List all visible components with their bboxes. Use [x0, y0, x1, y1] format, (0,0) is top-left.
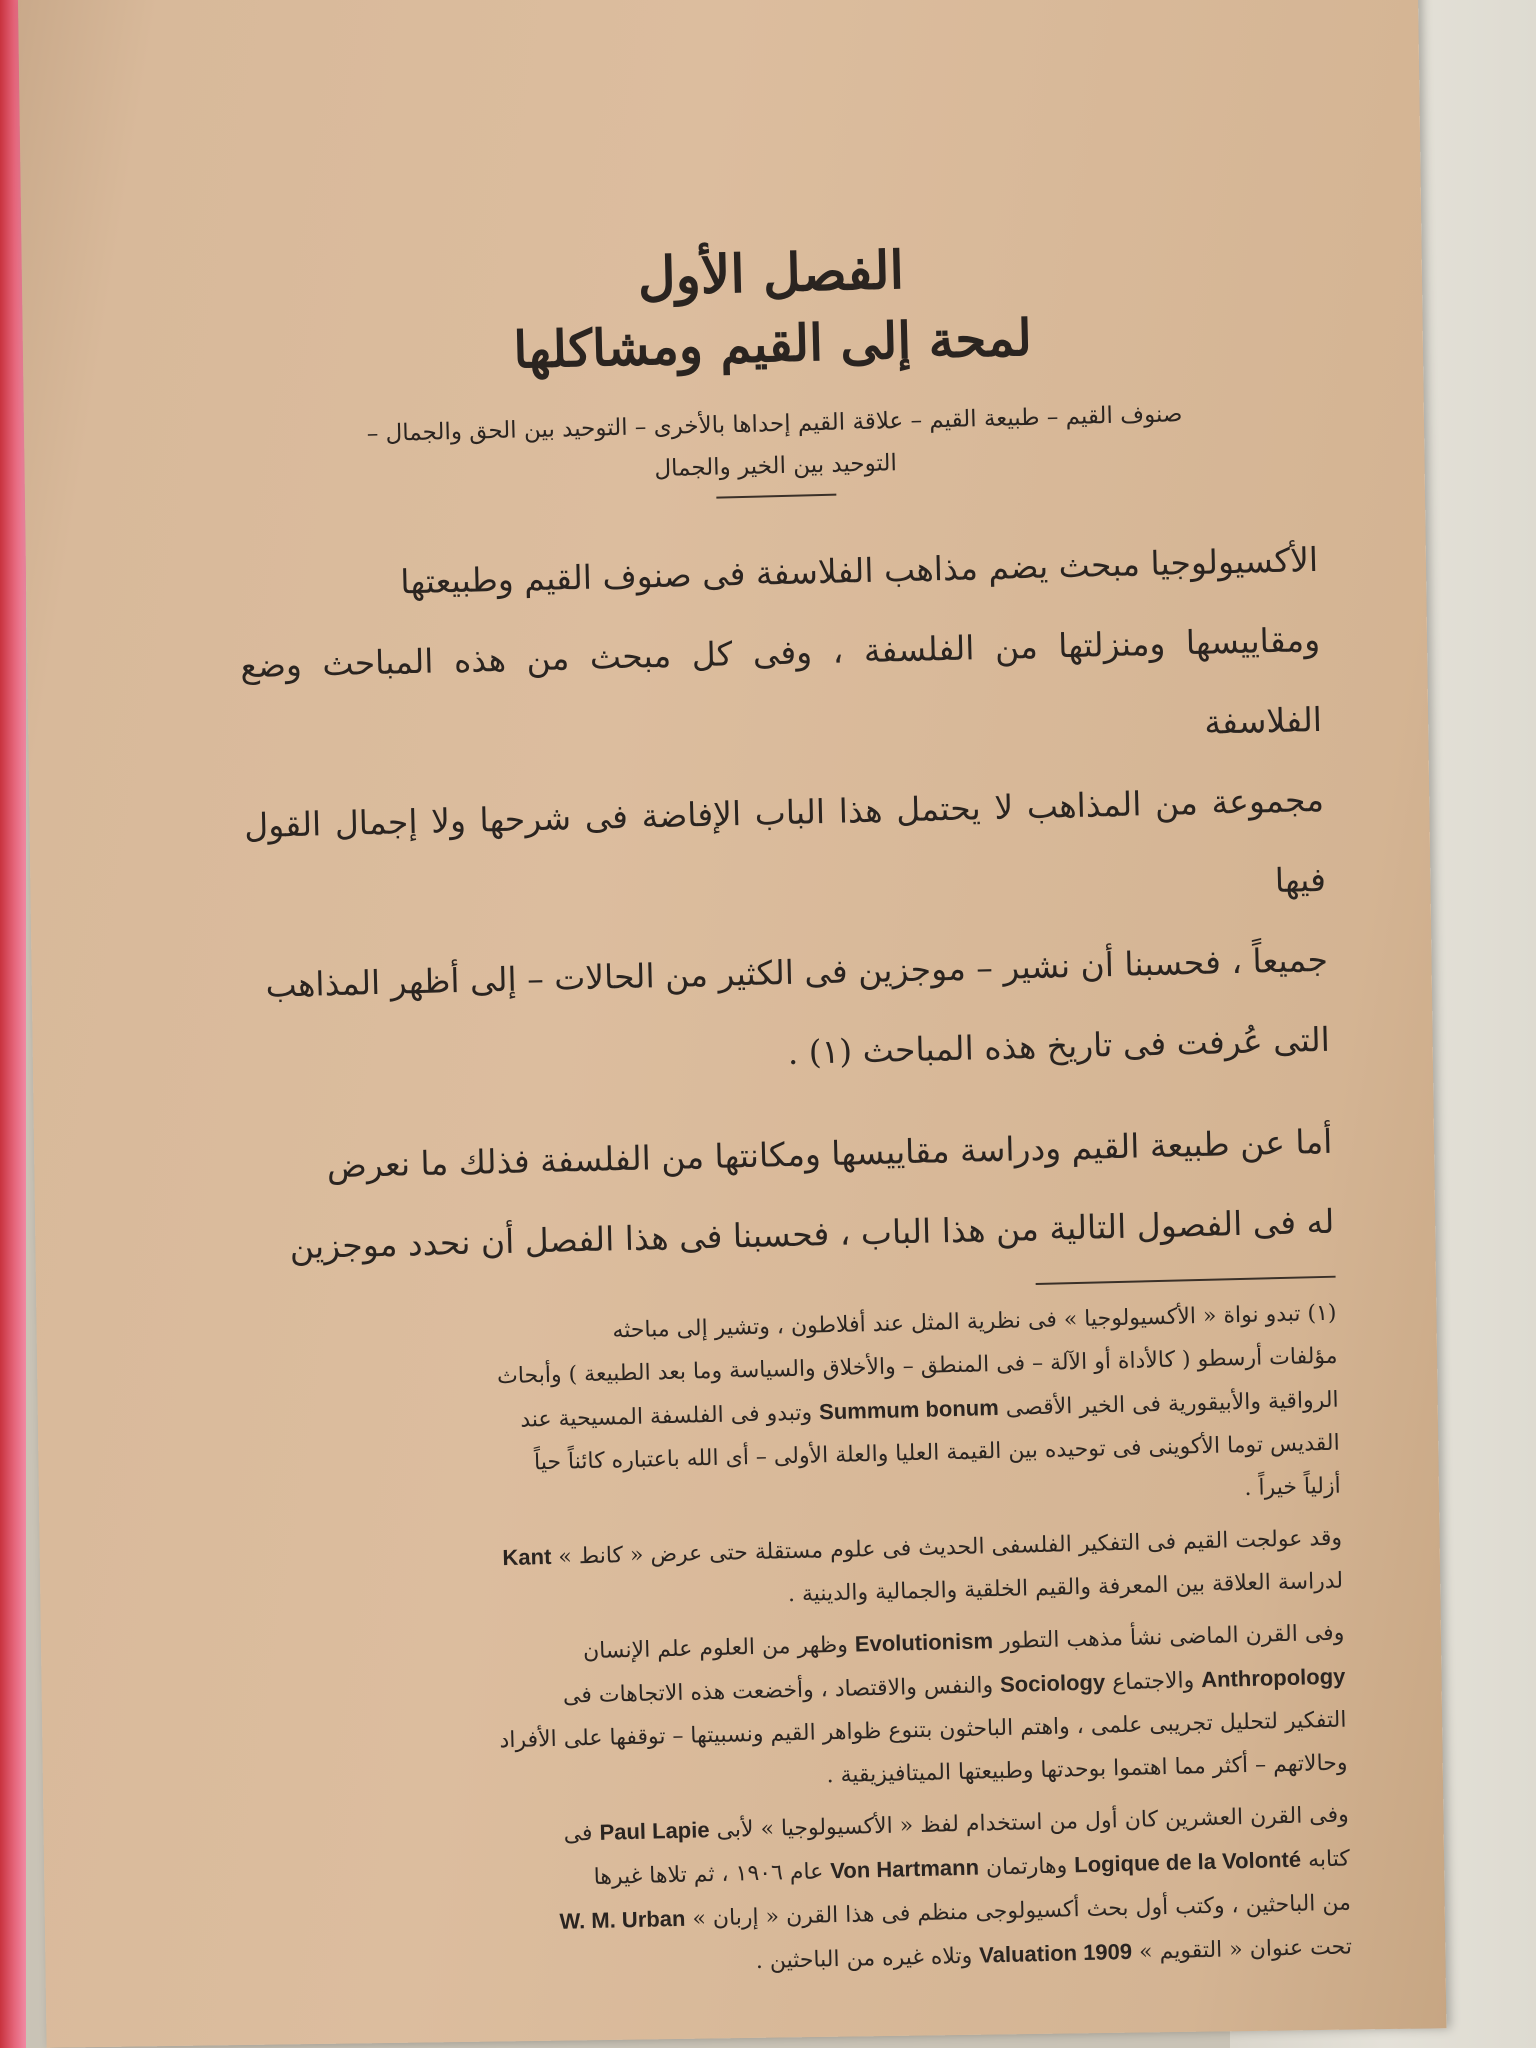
page-text	[230, 230, 1352, 2003]
latin-term: Valuation 1909	[978, 1938, 1133, 1968]
text-line: مجموعة من المذاهب لا يحتمل هذا الباب الإفاضة فى شرحها ولا إجمال القول فيها	[243, 779, 1327, 901]
latin-term: Von Hartmann	[829, 1854, 980, 1884]
footnote-line: لدراسة العلاقة بين المعرفة والقيم الخلقية والجمالية والدينية .	[787, 1568, 1344, 1608]
latin-term: Kant	[502, 1543, 552, 1571]
latin-term: Evolutionism	[854, 1628, 994, 1657]
paragraph-2	[252, 1102, 1336, 1288]
chapter-title: الفصل الأول	[637, 239, 905, 308]
text-line: التى عُرفت فى تاريخ هذه المباحث (١) .	[787, 1019, 1331, 1073]
text-line: له فى الفصول التالية من هذا الباب ، فحسبنا فى هذا الفصل أن نحدد موجزين	[289, 1201, 1335, 1267]
text-line: جميعاً ، فحسبنا أن نشير – موجزين فى الكثير من الحالات – إلى أظهر المذاهب	[265, 939, 1329, 1005]
footnote-text: وهارتمان	[985, 1853, 1068, 1881]
footnote-text: من الباحثين ، وكتب أول بحث أكسيولوجى منظم فى هذا القرن « إربان »	[692, 1890, 1352, 1932]
footnote-text: وتبدو فى الفلسفة المسيحية عند	[520, 1400, 813, 1433]
latin-term: Summum bonum	[818, 1394, 1000, 1425]
footnote-divider	[1036, 1276, 1336, 1285]
footnote-3	[264, 1611, 1348, 1811]
footnote-text: وفى القرن الماضى نشأ مذهب التطور	[999, 1620, 1345, 1654]
latin-term: Anthropology	[1200, 1663, 1346, 1693]
footnote-text: وقد عولجت القيم فى التفكير الفلسفى الحديث فى علوم مستقلة حتى عرض « كانط »	[558, 1525, 1343, 1570]
paragraph-1	[237, 520, 1330, 1106]
chapter-subtitle: لمحة إلى القيم ومشاكلها	[512, 307, 1033, 380]
footnote-text: تحت عنوان « التقويم »	[1138, 1934, 1353, 1965]
latin-term: Logique de la Volonté	[1073, 1846, 1302, 1878]
footnote-line: مؤلفات أرسطو ( كالأداة أو الآلة – فى المنطق – والأخلاق والسياسة وما بعد الطبيعة ) وأبحاث	[496, 1343, 1338, 1390]
footnote-text: وظهر من العلوم علم الإنسان	[582, 1632, 849, 1665]
latin-term: Sociology	[999, 1669, 1106, 1698]
chapter-topics	[274, 391, 1276, 499]
footnote-1	[256, 1292, 1341, 1534]
footnote-text: وتلاه غيره من الباحثين .	[755, 1943, 973, 1975]
title-divider	[716, 494, 836, 499]
footnote-line: القديس توما الأكوينى فى توحيده بين القيمة العليا والعلة الأولى – أى الله باعتباره كائناً حياً	[533, 1430, 1340, 1476]
footnote-text: الرواقية والأبيقورية فى الخير الأقصى	[1005, 1387, 1339, 1421]
latin-term: Paul Lapie	[599, 1817, 710, 1845]
footnote-line: (١) تبدو نواة « الأكسيولوجيا » فى نظرية المثل عند أفلاطون ، وتشير إلى مباحثه	[612, 1300, 1337, 1344]
footnote-text: والاجتماع	[1111, 1668, 1195, 1696]
footnote-text: والنفس والاقتصاد ، وأخضعت هذه الاتجاهات فى	[562, 1673, 994, 1709]
footnote-text: كتابه	[1307, 1846, 1351, 1873]
footnote-line: أزلياً خيراً .	[1244, 1473, 1342, 1501]
footnote-2	[262, 1516, 1344, 1629]
text-line: أما عن طبيعة القيم ودراسة مقاييسها ومكانتها من الفلسفة فذلك ما نعرض	[326, 1121, 1333, 1186]
text-line: الأكسيولوجيا مبحث يضم مذاهب الفلاسفة فى صنوف القيم وطبيعتها	[399, 539, 1319, 602]
footnote-4	[269, 1793, 1353, 1995]
topics-line: التوحيد بين الخير والجمال	[654, 450, 898, 483]
text-line: ومقاييسها ومنزلتها من الفلسفة ، وفى كل مبحث من هذه المباحث وضع الفلاسفة	[239, 619, 1323, 742]
latin-term: W. M. Urban	[559, 1905, 686, 1934]
topics-line: صنوف القيم – طبيعة القيم – علاقة القيم إحداها بالأخرى – التوحيد بين الحق والجمال –	[366, 401, 1183, 448]
footnote-line: التفكير لتحليل تجريبى علمى ، واهتم الباحثون بتنوع ظواهر القيم ونسبيتها – توقفها على الأفراد	[499, 1707, 1347, 1754]
footnote-text: عام ١٩٠٦ ، ثم تلاها غيرها	[593, 1859, 824, 1890]
footnote-text: فى	[563, 1821, 593, 1847]
footnote-text: وفى القرن العشرين كان أول من استخدام لفظ « الأكسيولوجيا » لأبى	[716, 1802, 1350, 1843]
footnote-line: وحالاتهم – أكثر مما اهتموا بوحدتها وطبيعتها الميتافيزيقية .	[826, 1750, 1348, 1789]
